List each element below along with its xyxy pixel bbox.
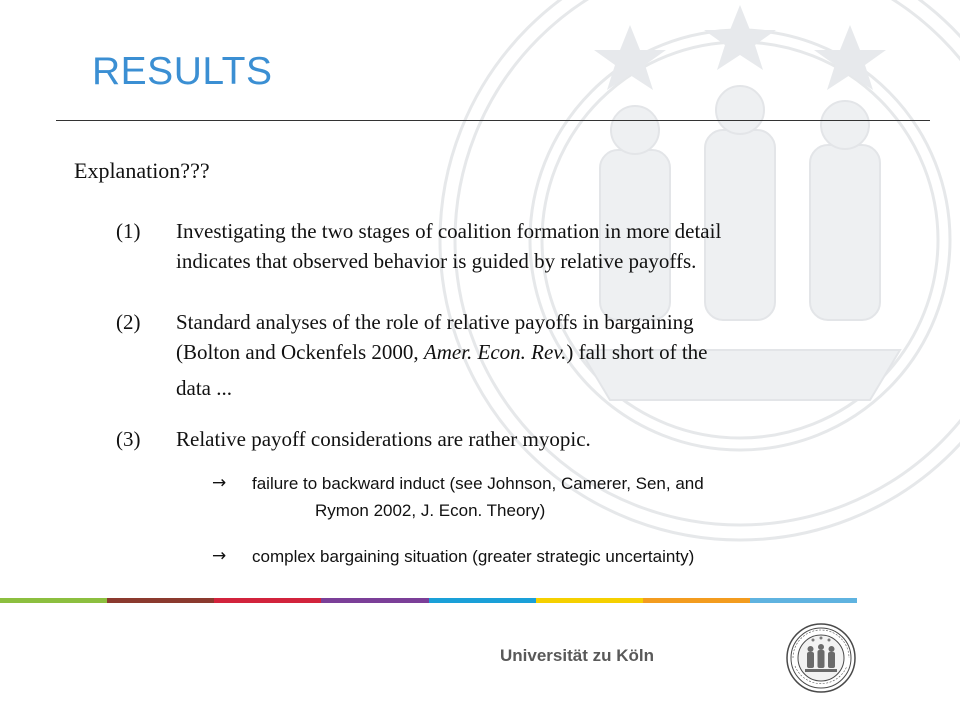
color-stripe — [107, 598, 214, 603]
item-number: (2) — [116, 310, 141, 334]
color-stripe — [536, 598, 643, 603]
item-text — [176, 424, 886, 454]
citation-authors: (Bolton and Ockenfels 2000, — [176, 340, 424, 364]
color-stripe — [429, 598, 536, 603]
item-line: Standard analyses of the role of relative payoffs in bargaining — [176, 310, 694, 334]
item-line — [176, 337, 886, 367]
item-line: Relative payoff considerations are rather myopic. — [176, 427, 591, 451]
footer-color-bar — [0, 598, 857, 603]
arrow-right-icon: → — [212, 546, 227, 566]
color-stripe — [750, 598, 857, 603]
item-number: (1) — [116, 219, 141, 243]
color-stripe — [214, 598, 321, 603]
item-text — [176, 307, 886, 403]
item-number: (3) — [116, 427, 141, 451]
color-stripe — [321, 598, 428, 603]
sub-item-text — [252, 543, 892, 570]
color-stripe — [643, 598, 750, 603]
university-name: Universität zu Köln — [500, 646, 654, 665]
sub-item-text — [252, 470, 892, 524]
sub-item-line: failure to backward induct (see Johnson, Camerer, Sen, and — [252, 474, 704, 493]
item-text — [176, 216, 886, 276]
color-stripe — [0, 598, 107, 603]
item-line: indicates that observed behavior is guided by relative payoffs. — [176, 249, 697, 273]
title-divider — [56, 120, 930, 121]
citation-tail: ) fall short of the — [566, 340, 708, 364]
university-seal-icon — [785, 622, 857, 694]
arrow-right-icon: → — [212, 473, 227, 493]
slide-title: RESULTS — [92, 50, 273, 93]
journal-name: Amer. Econ. Rev. — [423, 340, 567, 364]
item-line: Investigating the two stages of coalition formation in more detail — [176, 219, 722, 243]
item-line: data ... — [176, 376, 232, 400]
sub-item-line: complex bargaining situation (greater strategic uncertainty) — [252, 547, 695, 566]
slide-subtitle: Explanation??? — [74, 158, 210, 183]
sub-item-line: Rymon 2002, J. Econ. Theory) — [315, 501, 546, 520]
